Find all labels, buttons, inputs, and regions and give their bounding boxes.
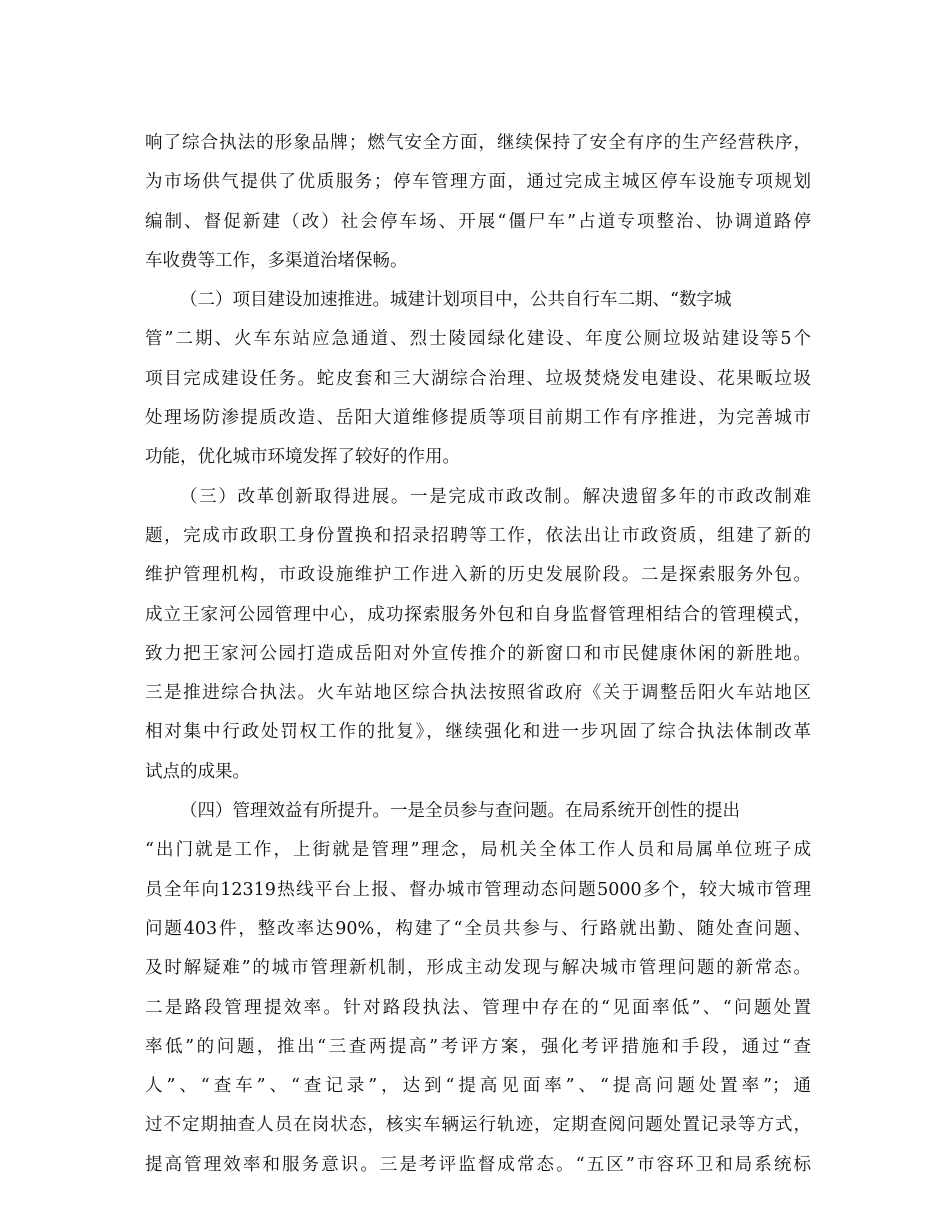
text-line: 为市场供气提供了优质服务；停车管理方面，通过完成主城区停车设施专项规划 [145,172,811,193]
text-line: 项目完成建设任务。蛇皮套和三大湖综合治理、垃圾焚烧发电建设、花果畈垃圾 [145,368,811,389]
paragraph-first-line: （二）项目建设加速推进。城建计划项目中，公共自行车二期、“数字城 [180,290,732,311]
text-line: 处理场防渗提质改造、岳阳大道维修提质等项目前期工作有序推进，为完善城市 [145,408,811,429]
document-body [145,124,811,1185]
text-line: 过不定期抽查人员在岗状态，核实车辆运行轨迹，定期查阅问题处置记录等方式， [145,1115,811,1136]
text-line: 编制、督促新建（改）社会停车场、开展“僵尸车”占道专项整治、协调道路停 [145,211,811,232]
text-line: 成立王家河公园管理中心，成功探索服务外包和自身监督管理相结合的管理模式， [145,604,811,625]
text-line: 员全年向12319热线平台上报、督办城市管理动态问题5000多个，较大城市管理 [145,879,811,900]
paragraph-first-line: （三）改革创新取得进展。一是完成市政改制。解决遗留多年的市政改制难 [180,486,811,507]
text-line: 及时解疑难”的城市管理新机制，形成主动发现与解决城市管理问题的新常态。 [145,958,811,979]
text-line: 管”二期、火车东站应急通道、烈士陵园绿化建设、年度公厕垃圾站建设等5个 [145,329,811,350]
text-line: 三是推进综合执法。火车站地区综合执法按照省政府《关于调整岳阳火车站地区 [145,683,811,704]
text-line: 题，完成市政职工身份置换和招录招聘等工作，依法出让市政资质，组建了新的 [145,525,811,546]
text-line: 维护管理机构，市政设施维护工作进入新的历史发展阶段。二是探索服务外包。 [145,565,811,586]
text-line: 提高管理效率和服务意识。三是考评监督成常态。“五区”市容环卫和局系统标 [145,1154,811,1175]
text-line: 问题403件，整改率达90%，构建了“全员共参与、行路就出勤、随处查问题、 [145,918,811,939]
text-line: “出门就是工作，上街就是管理”理念，局机关全体工作人员和局属单位班子成 [145,840,811,861]
text-line: 致力把王家河公园打造成岳阳对外宣传推介的新窗口和市民健康休闲的新胜地。 [145,643,811,664]
text-line: 人”、“查车”、“查记录”，达到“提高见面率”、“提高问题处置率”；通 [145,1076,811,1097]
paragraph-first-line: （四）管理效益有所提升。一是全员参与查问题。在局系统开创性的提出 [180,801,740,822]
text-line: 二是路段管理提效率。针对路段执法、管理中存在的“见面率低”、“问题处置 [145,997,811,1018]
text-line: 试点的成果。 [145,761,250,782]
text-line: 车收费等工作，多渠道治堵保畅。 [145,250,408,271]
text-line: 率低”的问题，推出“三查两提高”考评方案，强化考评措施和手段，通过“查 [145,1036,811,1057]
text-line: 相对集中行政处罚权工作的批复》，继续强化和进一步巩固了综合执法体制改革 [145,722,811,743]
text-line: 响了综合执法的形象品牌；燃气安全方面，继续保持了安全有序的生产经营秩序， [145,133,811,153]
text-line: 功能，优化城市环境发挥了较好的作用。 [145,447,460,468]
